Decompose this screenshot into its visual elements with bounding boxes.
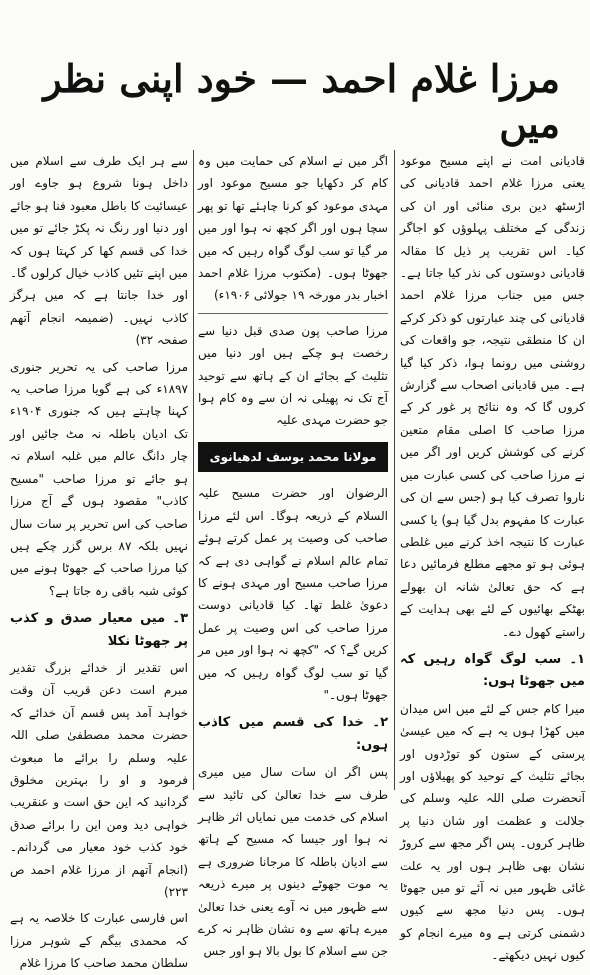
paragraph: اس تقدیر از خدائے بزرگ تقدیر مبرم است دعن قریب آن وقت خواہد آمد پس قسم آن خدائے کہ حضرت محمد مصطفیٰ صلی اللہ علیہ وسلم را برائے ما مبعوث فرمود و او را بہترین مخلوق گردانید کہ این حق است و عنقریب خواہی دید ومن این را برائے صدق خود کذب خود معیار می گردانم۔ (انجام آتھم از مرزا غلام احمد ص ۲۲۳) — [10, 660, 188, 899]
paragraph: میرا کام جس کے لئے میں اس میدان میں کھڑا ہوں یہ ہے کہ میں عیسیٰ پرستی کے ستون کو توڑدوں اور بجائے تثلیث کے توحید کو پھیلاؤں اور آنحضرت صلی اللہ علیہ وسلم کی جلالت و عظمت اور شان دنیا پر ظاہر کروں۔ پس اگر مجھ سے کروڑ نشان بھی ظاہر ہوں اور یہ علت غائی ظہور میں نہ آئے تو میں جھوٹا ہوں۔ پس دنیا مجھ سے کیوں دشمنی کرتی ہے وہ میرے انجام کو کیوں نہیں دیکھتے۔ — [400, 701, 585, 963]
article-column-1 — [400, 150, 585, 963]
paragraph: الرضوان اور حضرت مسیح علیہ السلام کے ذریعہ ہوگا۔ اس لئے مرزا صاحب کی وصیت پر عمل کرتے ہوئے تمام عالم اسلام نے گواہی دی ہے کہ مرزا صاحب مسیح اور مہدی ہونے کا دعویٰ غلط تھا۔ کیا قادیانی دوست مرزا صاحب کی اس وصیت پر عمل کریں گے؟ کہ "کچھ نہ ہوا اور میں مر گیا تو سب لوگ گواہ رہیں کہ میں جھوٹا ہوں۔" — [198, 486, 388, 702]
column-divider — [193, 150, 194, 790]
paragraph: پس اگر ان سات سال میں میری طرف سے خدا تعالیٰ کی تائید سے اسلام کی خدمت میں نمایاں اثر ظاہر نہ ہوا اور جیسا کہ مسیح کے ہاتھ سے ادیان باطلہ کا مرجانا ضروری ہے یہ موت جھوٹے دینوں پر میرے ذریعہ سے ظہور میں نہ آوے یعنی خدا تعالیٰ میرے ہاتھ سے وہ نشان ظاہر نہ کرے جن سے اسلام کا بول بالا ہو اور جس — [198, 765, 388, 959]
paragraph: سے ہر ایک طرف سے اسلام میں داخل ہونا شروع ہو جاوے اور عیسائیت کا باطل معبود فنا ہو جائے اور دنیا اور رنگ نہ پکڑ جائے تو میں خدا کی قسم کھا کر کہتا ہوں کہ میں اپنے تئیں کاذب خیال کرلوں گا۔ اور خدا جانتا ہے کہ میں ہرگز کاذب نہیں۔ (ضمیمہ انجام آتھم صفحہ ۳۲) — [10, 154, 188, 348]
article-column-3 — [10, 150, 189, 971]
section-heading: ۲۔ خدا کی قسم میں کاذب ہوں: — [198, 715, 388, 753]
paragraph: مرزا صاحب پون صدی قبل دنیا سے رخصت ہو چکے ہیں اور دنیا میں تثلیث کے بجائے ان کے ہاتھ سے توحید آج تک نہ پھیلی نہ ان سے وہ کام ہوا جو حضرت مہدی علیہ — [198, 323, 388, 428]
article-column-2 — [198, 150, 388, 959]
section-heading: ۳۔ میں معیار صدق و کذب پر جھوٹا نکلا — [10, 611, 188, 649]
paragraph: اگر میں نے اسلام کی حمایت میں وہ کام کر دکھایا جو مسیح موعود اور مہدی موعود کو کرنا چاہئے تھا تو پھر سچا ہوں اور اگر کچھ نہ ہوا اور میں مر گیا تو سب لوگ گواہ رہیں کہ میں جھوٹا ہوں۔ (مکتوب مرزا غلام احمد اخبار بدر مورخہ ۱۹ جولائی ۱۹۰۶ء) — [198, 154, 388, 303]
headline: مرزا غلام احمد — خود اپنی نظر میں — [43, 56, 560, 146]
paragraph: اس فارسی عبارت کا خلاصہ یہ ہے کہ محمدی بیگم کے شوہر مرزا سلطان محمد صاحب کا مرزا غلام — [10, 911, 188, 971]
separator — [198, 313, 388, 314]
column-divider — [394, 150, 395, 790]
section-heading: ۱۔ سب لوگ گواہ رہیں کہ میں جھوٹا ہوں: — [400, 651, 585, 690]
author-byline: مولانا محمد یوسف لدھیانوی — [198, 442, 388, 472]
paragraph: مرزا صاحب کی یہ تحریر جنوری ۱۸۹۷ء کی ہے گویا مرزا صاحب یہ کہنا چاہتے ہیں کہ جنوری ۱۹۰۴ء تک ادیان باطلہ نہ مٹ جائیں اور چار دانگ عالم میں غلبہ اسلام نہ ہو جائے تو مرزا صاحب "مسیح کاذب" مقصود ہوں گے آج مرزا صاحب کی اس تحریر پر سات سال نہیں بلکہ ۸۷ برس گزر چکے ہیں کیا مرزا صاحب کے جھوٹا ہونے میں کوئی شبہ باقی رہ جاتا ہے؟ — [10, 359, 189, 598]
paragraph: قادیانی امت نے اپنے مسیح موعود یعنی مرزا غلام احمد قادیانی کی اڑسٹھ دین بری منائی اور ان کی زندگی کے مختلف پہلوؤں کو اجاگر کیا۔ اس تقریب پر ذیل کا مقالہ قادیانی دوستوں کی نذر کیا جاتا ہے۔ جس میں جناب مرزا غلام احمد قادیانی کی چند عبارتوں کو ذکر کرکے ان کا منطقی نتیجہ، جو واقعات کی روشنی میں رونما ہوا، ذکر کیا گیا ہے۔ میں قادیانی اصحاب سے گزارش کروں گا کہ وہ نتائج پر غور کر کے مرزا صاحب کا اصلی مقام متعین کرنے کی کوشش کریں اور اگر میں نے مرزا صاحب کی کسی عبارت میں ناروا تصرف کیا ہو (جس سے ان کی عبارت کا مفہوم بدل گیا ہو) یا کسی عبارت کا نتیجہ اخذ کرنے میں غلطی ہوئی ہو تو مجھے مطلع فرمائیں دعا ہے کہ حق تعالیٰ شانہ ان بھولے بھٹکے بھائیوں کے لئے بھی ہدایت کے راستے کھول دے۔ — [400, 154, 585, 639]
